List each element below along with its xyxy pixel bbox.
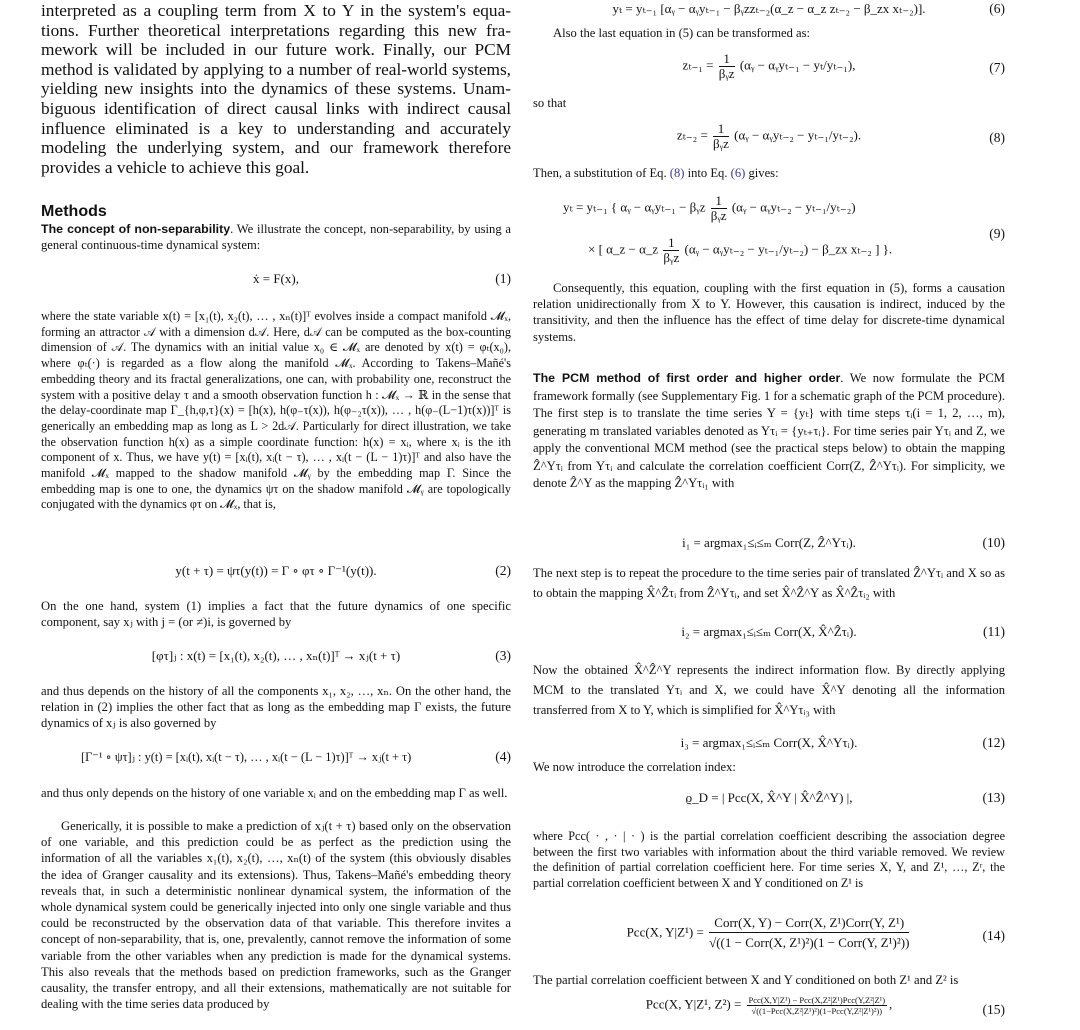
intro-line: tions. Further theoretical interpretations regarding this new fra-	[41, 20, 511, 40]
fraction	[663, 236, 679, 265]
state-variable-paragraph: where the state variable x(t) = [x₁(t), x₂(t), … , xₙ(t)]ᵀ evolves inside a compact manifold 𝓜ₓ, forming an attractor 𝒜 with a dimension d𝒜. Here, d𝒜 can be computed as the box-counting dimension of 𝒜. The dynamics with an initial value x₀ ∈ 𝓜ₓ are denoted by x(t) = φₜ(x₀), where φₜ(·) is regarded as a flow along the manifold 𝓜ₓ. According to Takens–Mañé's embedding theory and its fractal generalizations, one can, with probability one, reconstruct the system with a positive delay τ and a smooth observation function h : 𝓜ₓ → ℝ in the sense that the delay-coordinate map Γ_{h,φ,τ}(x) = [h(x), h(φ₋τ(x)), h(φ₋₂τ(x)), … , h(φ₋(L−1)τ(x))]ᵀ is generically an embedding map as long as L > 2d𝒜. Particularly for direct illustration, we take the observation function h(x) as a simple coordinate function: h(x) = xᵢ, where xᵢ is the ith component of x. Thus, we have y(t) = [xᵢ(t), xᵢ(t − τ), … , xᵢ(t − (L − 1)τ)]ᵀ and also have the manifold 𝓜ₓ mapped to the shadow manifold 𝓜ᵧ by the embedding map Γ. Since the embedding map is one to one, the dynamics ψτ on the shadow manifold 𝓜ᵧ are topologically conjugated with the dynamics φτ on 𝓜ₓ, that is,	[41, 309, 511, 512]
equation-7	[533, 50, 1005, 86]
only-depends-paragraph: and thus only depends on the history of one variable xᵢ and on the embedding map Γ as well.	[41, 786, 508, 800]
subsection-title-pcm: The PCM method of first order and higher order	[533, 371, 841, 385]
equation-text: × [ α_z − α_z	[588, 241, 659, 257]
equation-body: [φτ]ⱼ : x(t) = [x₁(t), x₂(t), … , xₙ(t)]ᵀ → xⱼ(t + τ)	[151, 648, 401, 663]
next-step-paragraph: The next step is to repeat the procedure to the time series pair of translated Ẑ^Yτᵢ and X so as to obtain the mapping X̂^Ẑτᵢ from Ẑ^Yτᵢ, and set X̂^Ẑ^Y as X̂^Ẑτᵢ₂ with	[533, 566, 1005, 600]
equation-number: (6)	[989, 1, 1005, 16]
fraction-denominator: βᵧz	[710, 208, 727, 223]
fraction-numerator: 1	[719, 52, 735, 67]
equation-suffix: ,	[889, 996, 893, 1012]
equation-lhs: Pcc(X, Y|Z¹) =	[626, 924, 704, 940]
equation-body	[533, 50, 1005, 81]
intro-line: provides a vehicle to achieve this goal.	[41, 157, 310, 177]
equation-8-link[interactable]: (8)	[669, 166, 685, 180]
fraction-denominator: βᵧz	[663, 250, 680, 265]
non-separability-paragraph	[41, 221, 511, 253]
equation-number: (13)	[982, 790, 1005, 805]
equation-11	[533, 624, 1005, 640]
fraction-numerator: 1	[711, 194, 727, 209]
last-equation-paragraph: Also the last equation in (5) can be transformed as:	[553, 26, 811, 40]
consequently-paragraph: Consequently, this equation, coupling with the first equation in (5), forms a causation relation unidirectionally from X to Y. However, this causation is indirect, induced by the transitivity, and then the influence has the effect of time delay for discrete-time dynamical systems.	[533, 281, 1005, 344]
equation-4	[41, 749, 511, 765]
intro-line: biguous identification of direct causal links with indirect causal	[41, 98, 511, 118]
pcm-method-text: . We now formulate the PCM framework formally (see Supplementary Fig. 1 for a schematic graph of the PCM procedure). The first step is to translate the time series Y = {yₜ} with time steps τᵢ(i = 1, 2, …, m), generating m translated variables denoted as Yτᵢ = {yₜ₊τᵢ}. For time series pair Yτᵢ and Z, we apply the conventional MCM method (see the practical steps below) to obtain the mapping Ẑ^Yτᵢ from Yτᵢ and calculate the correlation coefficient Corr(Z, Ẑ^Yτᵢ). For simplicity, we denote Ẑ^Y as the mapping Ẑ^Yτᵢ₁ with	[533, 371, 1005, 490]
equation-text: (αᵧ − αᵧyₜ₋₂ − yₜ₋₁/yₜ₋₂)	[731, 199, 856, 215]
equation-body: i₂ = argmax₁≤ᵢ≤ₘ Corr(X, X̂^Ẑτᵢ).	[681, 624, 857, 639]
equation-number: (4)	[495, 749, 511, 764]
equation-number: (2)	[495, 563, 511, 578]
fraction-denominator: βᵧz	[718, 66, 735, 81]
equation-13	[533, 790, 1005, 806]
equation-number: (15)	[982, 1002, 1005, 1017]
equation-number: (8)	[989, 130, 1005, 145]
equation-number: (10)	[982, 535, 1005, 550]
fraction	[713, 122, 729, 151]
intro-line: interpreted as a coupling term from X to Y in the system's equa-	[41, 1, 511, 20]
now-obtained-paragraph: Now the obtained X̂^Ẑ^Y represents the indirect information flow. By directly applying MCM to the translated Yτᵢ and X, we could have X̂^Y denoting all the information transferred from X to Y, which is simplified for X̂^Yτᵢ₃ with	[533, 663, 1005, 717]
equation-number: (9)	[989, 226, 1005, 241]
intro-line: modeling the underlying system, and our framework therefore	[41, 138, 511, 158]
fraction	[719, 52, 735, 81]
equation-body: i₃ = argmax₁≤ᵢ≤ₘ Corr(X, X̂^Yτᵢ).	[680, 735, 858, 750]
equation-lhs: Pcc(X, Y|Z¹, Z²) =	[645, 996, 742, 1012]
equation-number: (7)	[989, 60, 1005, 75]
subsection-title-non-separability: The concept of non-separability	[41, 222, 231, 236]
equation-lhs: zₜ₋₁ =	[682, 57, 714, 73]
fraction-denominator: √((1−Pcc(X,Z²|Z¹)²)(1−Pcc(Y,Z²|Z¹)²))	[751, 1006, 883, 1016]
so-that-text: so that	[533, 96, 567, 110]
equation-rhs: (αᵧ − αᵧyₜ₋₂ − yₜ₋₁/yₜ₋₂).	[734, 127, 862, 143]
one-hand-paragraph: On the one hand, system (1) implies a fact that the future dynamics of one specific component, say xⱼ with j = (or ≠)i, is governed by	[41, 599, 511, 630]
equation-9-line-1	[563, 194, 856, 223]
equation-10	[533, 535, 1005, 551]
introduce-index-text: We now introduce the correlation index:	[533, 760, 736, 774]
equation-body	[533, 120, 1005, 151]
subsection-lead-text: . We illustrate the concept, non-separability, by using a general continuous-time dynamical system:	[41, 222, 511, 253]
text: into Eq.	[684, 166, 731, 180]
equation-6	[533, 1, 1005, 17]
equation-body	[533, 995, 1005, 1016]
equation-15	[533, 995, 1005, 1025]
intro-line: method is validated by applying to a number of real-world systems,	[41, 59, 511, 79]
fraction-denominator: βᵧz	[713, 136, 729, 151]
equation-8	[533, 120, 1005, 156]
equation-body: [Γ⁻¹ ∘ ψτ]ⱼ : y(t) = [xᵢ(t), xᵢ(t − τ), … , xᵢ(t − (L − 1)τ)]ᵀ → xⱼ(t + τ)	[81, 750, 412, 764]
fraction	[711, 194, 727, 223]
intro-line: mework will be included in our future work. Finally, our PCM	[41, 40, 511, 60]
fraction-denominator: √((1 − Corr(X, Z¹)²)(1 − Corr(Y, Z¹)²))	[709, 935, 910, 950]
equation-6-link[interactable]: (6)	[730, 166, 746, 180]
equation-text: (αᵧ − αᵧyₜ₋₂ − yₜ₋₁/yₜ₋₂) − β_zx xₜ₋₂ ] }.	[684, 241, 893, 257]
equation-body: ẋ = F(x),	[253, 271, 299, 286]
fraction-numerator: Corr(X, Y) − Corr(X, Z¹)Corr(Y, Z¹)	[709, 914, 909, 933]
equation-9-line-2	[588, 236, 892, 265]
equation-number: (14)	[982, 928, 1005, 943]
equation-text: yₜ = yₜ₋₁ { αᵧ − αᵧyₜ₋₁ − βᵧz	[563, 199, 706, 215]
equation-number: (3)	[495, 648, 511, 663]
equation-lhs: zₜ₋₂ =	[676, 127, 708, 143]
equation-2	[41, 563, 511, 579]
fraction	[747, 995, 888, 1016]
pcc-definition-paragraph: where Pcc( · , · | · ) is the partial correlation coefficient describing the association degree between the first two variables with information about the third variable removed. We review the definition of partial correlation coefficient here. For time series X, Y, and Z¹, …, Zʳ, the partial correlation coefficient between X and Y conditioned on Z¹ is	[533, 829, 1005, 890]
equation-number: (1)	[495, 271, 511, 286]
equation-body: ϱ_D = | Pcc(X, X̂^Y | X̂^Ẑ^Y) |,	[685, 790, 853, 805]
fraction-numerator: Pcc(X,Y|Z¹) − Pcc(X,Z²|Z¹)Pcc(Y,Z²|Z¹)	[748, 995, 886, 1005]
text: gives:	[745, 166, 779, 180]
equation-12	[533, 735, 1005, 751]
generically-paragraph: Generically, it is possible to make a prediction of xⱼ(t + τ) based only on the observation of one variable, and this prediction could be as perfect as the prediction using the information of all the variables x₁(t), x₂(t), …, xₙ(t) of the system (this obviously disables the idea of Granger causality and its extensions). Thus, Takens–Mañé's embedding theory reveals that, in such a deterministic nonlinear dynamical system, the information of the whole dynamical system could be generically injected into only one single variable and thus could be reconstructed by the observation data of that variable. This therefore invites a concept of non-separability, that is, one, prevalently, cannot remove the information of some variable from the other variables when any prediction is made for the dynamical systems. This also reveals that the methods based on prediction frameworks, such as the Granger causality, the transfer entropy, and all their extensions, mathematically are not suitable for dealing with the time series data produced by	[41, 819, 511, 1012]
pcm-method-paragraph	[533, 370, 1005, 493]
substitution-paragraph	[533, 165, 1005, 181]
equation-body	[533, 914, 1005, 953]
equation-9	[533, 192, 1005, 276]
partial-both-text: The partial correlation coefficient between X and Y conditioned on both Z¹ and Z² is	[533, 973, 959, 987]
intro-line: influence eliminated is a key to understanding and accurately	[41, 118, 511, 138]
fraction	[709, 914, 909, 953]
intro-paragraph	[41, 1, 511, 177]
intro-line: yielding new insights into the dynamics of these systems. Unam-	[41, 79, 511, 99]
equation-body: i₁ = argmax₁≤ᵢ≤ₘ Corr(Z, Ẑ^Yτᵢ).	[682, 535, 856, 550]
equation-body: yₜ = yₜ₋₁ [αᵧ − αᵧyₜ₋₁ − βᵧzzₜ₋₂(α_z − α_z zₜ₋₂ − β_zx xₜ₋₂)].	[612, 1, 926, 16]
fraction-numerator: 1	[713, 122, 729, 137]
text: Then, a substitution of Eq.	[533, 166, 670, 180]
equation-14	[533, 914, 1005, 958]
equation-number: (12)	[982, 735, 1005, 750]
section-title-methods: Methods	[41, 203, 107, 220]
equation-1	[41, 271, 511, 287]
equation-rhs: (αᵧ − αᵧyₜ₋₁ − yₜ/yₜ₋₁),	[739, 57, 856, 73]
equation-3	[41, 648, 511, 664]
equation-body: y(t + τ) = ψτ(y(t)) = Γ ∘ φτ ∘ Γ⁻¹(y(t)).	[175, 563, 377, 578]
fraction-numerator: 1	[663, 236, 679, 251]
equation-number: (11)	[983, 624, 1005, 639]
other-hand-paragraph: and thus depends on the history of all the components x₁, x₂, …, xₙ. On the other hand, the relation in (2) implies the other fact that as long as the embedding map Γ exists, the future dynamics of xⱼ is also governed by	[41, 684, 511, 731]
